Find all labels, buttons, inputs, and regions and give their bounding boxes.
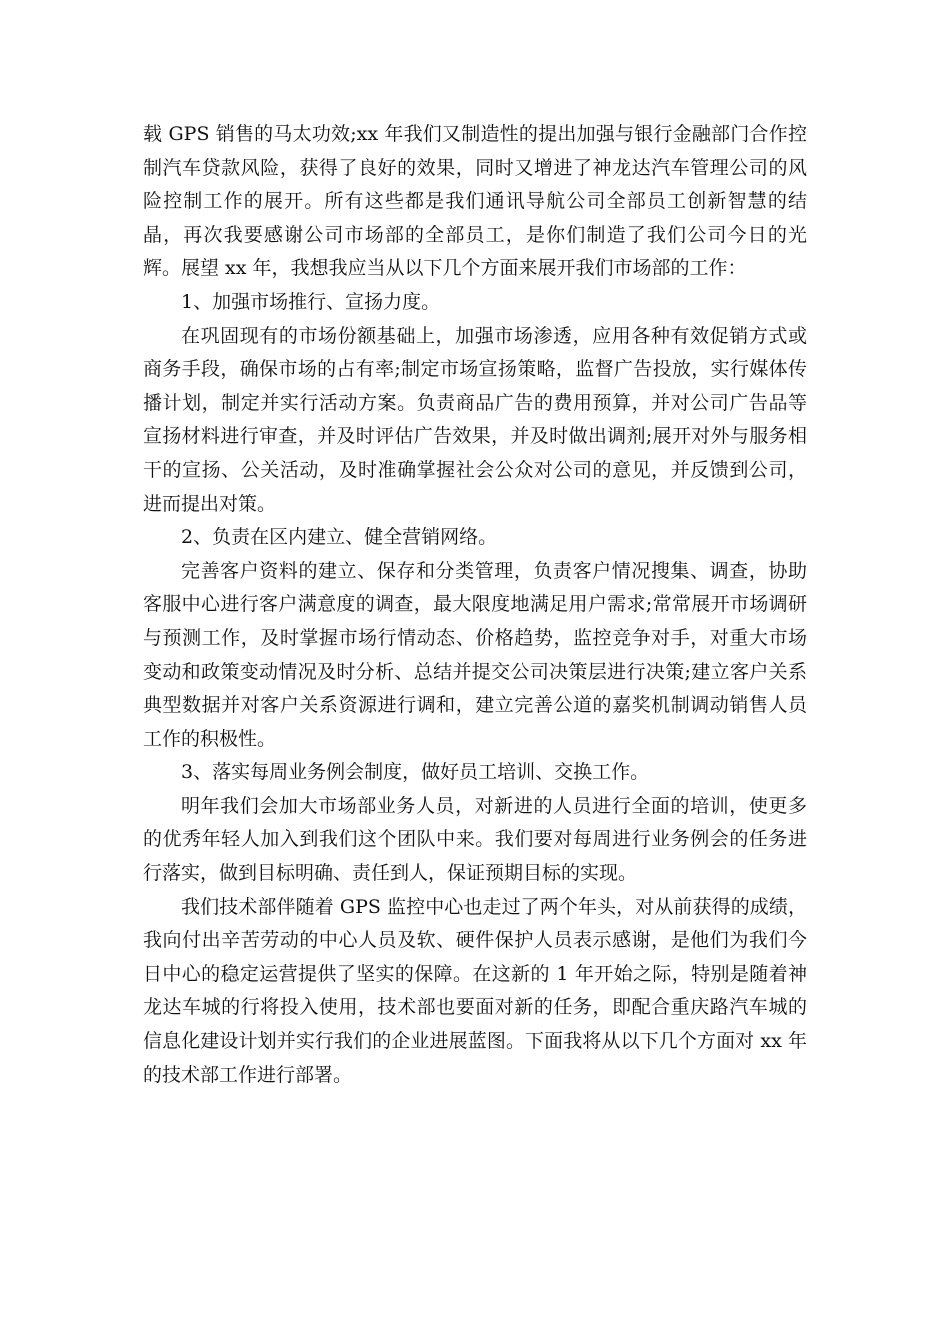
paragraph-continued-intro: 载 GPS 销售的马太功效;xx 年我们又制造性的提出加强与银行金融部门合作控制汽车贷款风险，获得了良好的效果，同时又增进了神龙达汽车管理公司的风险控制工作的展开。所有这些都是我们通讯导航公司全部员工创新智慧的结晶，再次我要感谢公司市场部的全部员工，是你们制造了我们公司今日的光辉。展望 xx 年，我想我应当从以下几个方面来展开我们市场部的工作： [143,123,807,280]
paragraph-staff-training: 明年我们会加大市场部业务人员，对新进的人员进行全面的培训，使更多的优秀年轻人加入到我们这个团队中来。我们要对每周进行业务例会的任务进行落实，做到目标明确、责任到人，保证预期目标的实现。 [143,794,807,885]
paragraph-market-promotion: 在巩固现有的市场份额基础上，加强市场渗透，应用各种有效促销方式或商务手段，确保市场的占有率;制定市场宣扬策略，监督广告投放，实行媒体传播计划，制定并实行活动方案。负责商品广告的费用预算，并对公司广告品等宣扬材料进行审查，并及时评估广告效果，并及时做出调剂;展开对外与服务相干的宣扬、公关活动，及时准确掌握社会公众对公司的意见，并反馈到公司，进而提出对策。 [143,324,807,515]
section-heading-1: 1、加强市场推行、宣扬力度。 [181,290,441,313]
section-heading-3: 3、落实每周业务例会制度，做好员工培训、交换工作。 [181,761,650,784]
paragraph-sales-network: 完善客户资料的建立、保存和分类管理，负责客户情况搜集、调查，协助客服中心进行客户满意度的调查，最大限度地满足用户需求;常常展开市场调研与预测工作，及时掌握市场行情动态、价格趋势，监控竞争对手，对重大市场变动和政策变动情况及时分析、总结并提交公司决策层进行决策;建立客户关系典型数据并对客户关系资源进行调和，建立完善公道的嘉奖机制调动销售人员工作的积极性。 [143,559,807,750]
document-body [143,118,807,1092]
paragraph-tech-department: 我们技术部伴随着 GPS 监控中心也走过了两个年头，对从前获得的成绩，我向付出辛苦劳动的中心人员及软、硬件保护人员表示感谢，是他们为我们今日中心的稳定运营提供了坚实的保障。在这新的 1 年开始之际，特别是随着神龙达车城的行将投入使用，技术部也要面对新的任务，即配合重庆路汽车城的信息化建设计划并实行我们的企业进展蓝图。下面我将从以下几个方面对 xx 年的技术部工作进行部署。 [143,895,807,1086]
section-heading-2: 2、负责在区内建立、健全营销网络。 [181,526,498,549]
